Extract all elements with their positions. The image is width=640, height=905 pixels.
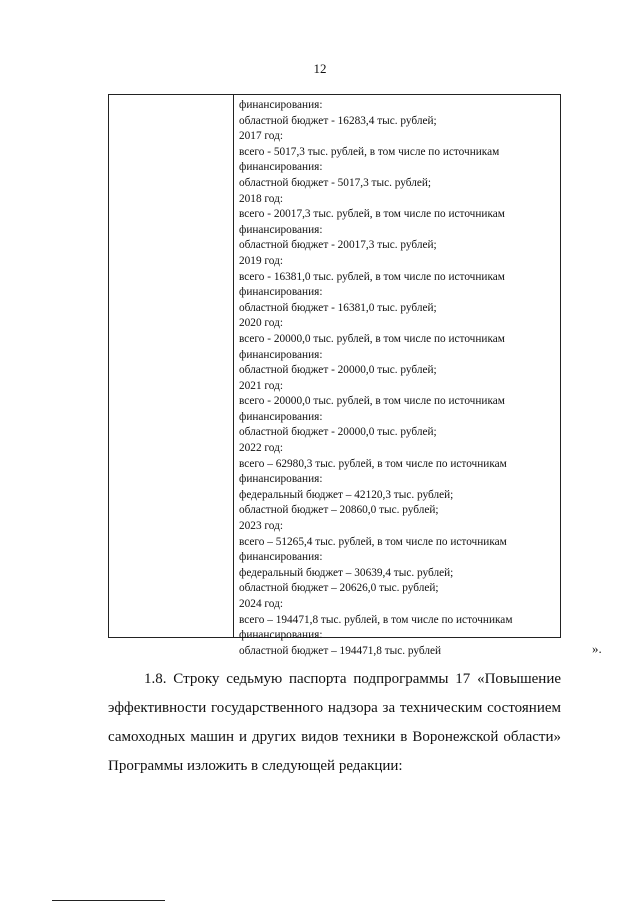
table-line: финансирования: <box>239 223 323 236</box>
table-line: финансирования: <box>239 286 323 299</box>
page-number: 12 <box>313 61 327 76</box>
table-line: областной бюджет – 20860,0 тыс. рублей; <box>239 504 439 517</box>
table-line: областной бюджет - 5017,3 тыс. рублей; <box>239 176 432 189</box>
table-line: 2019 год: <box>239 254 283 267</box>
table-line: всего – 194471,8 тыс. рублей, в том числе по источникам <box>239 613 513 626</box>
table-line: всего – 62980,3 тыс. рублей, в том числе по источникам <box>239 457 507 470</box>
table-line: 2017 год: <box>239 130 283 143</box>
table-line: всего - 20000,0 тыс. рублей, в том числе по источникам <box>239 332 505 345</box>
table-line: всего – 51265,4 тыс. рублей, в том числе по источникам <box>239 535 507 548</box>
table-line: федеральный бюджет – 42120,3 тыс. рублей; <box>239 488 454 501</box>
budget-table <box>108 94 561 657</box>
table-line: всего - 5017,3 тыс. рублей, в том числе по источникам <box>239 145 500 158</box>
table-line: 2021 год: <box>239 379 283 392</box>
table-line: финансирования: <box>239 410 323 423</box>
table-line: финансирования: <box>239 348 323 361</box>
table-line: финансирования: <box>239 99 323 111</box>
table-line: 2020 год: <box>239 317 283 330</box>
table-line: 2024 год: <box>239 598 283 610</box>
table-line: областной бюджет - 16381,0 тыс. рублей; <box>239 301 437 314</box>
table-right-cell <box>239 98 557 659</box>
table-line: федеральный бюджет – 30639,4 тыс. рублей; <box>239 566 454 579</box>
amendment-paragraph <box>108 665 561 781</box>
table-line: финансирования: <box>239 161 323 174</box>
amendment-paragraph-text: 1.8. Строку седьмую паспорта подпрограммы 17 «Повышение эффективности государственного надзора за техническим состоянием самоходных машин и других видов техники в Воронежской области» Программы изложить в следующей редакции: <box>108 671 561 774</box>
table-line: финансирования: <box>239 473 323 486</box>
footnote-rule <box>52 900 165 901</box>
table-line: финансирования: <box>239 551 323 564</box>
table-line: областной бюджет - 20000,0 тыс. рублей; <box>239 426 437 439</box>
table-line: областной бюджет – 20626,0 тыс. рублей; <box>239 582 439 595</box>
table-line: 2023 год: <box>239 520 283 533</box>
table-line: всего - 20017,3 тыс. рублей, в том числе по источникам <box>239 208 505 221</box>
table-line: областной бюджет - 20017,3 тыс. рублей; <box>239 239 437 252</box>
table-line: всего - 16381,0 тыс. рублей, в том числе по источникам <box>239 270 505 283</box>
table-line: 2022 год: <box>239 442 283 455</box>
table-line: областной бюджет – 194471,8 тыс. рублей <box>239 644 442 657</box>
table-line: 2018 год: <box>239 192 283 205</box>
closing-quote: ». <box>592 641 602 656</box>
table-line: финансирования: <box>239 629 323 642</box>
table-line: всего - 20000,0 тыс. рублей, в том числе по источникам <box>239 395 505 408</box>
table-line: областной бюджет - 20000,0 тыс. рублей; <box>239 364 437 377</box>
table-column-divider <box>233 95 234 637</box>
table-line: областной бюджет - 16283,4 тыс. рублей; <box>239 114 437 127</box>
